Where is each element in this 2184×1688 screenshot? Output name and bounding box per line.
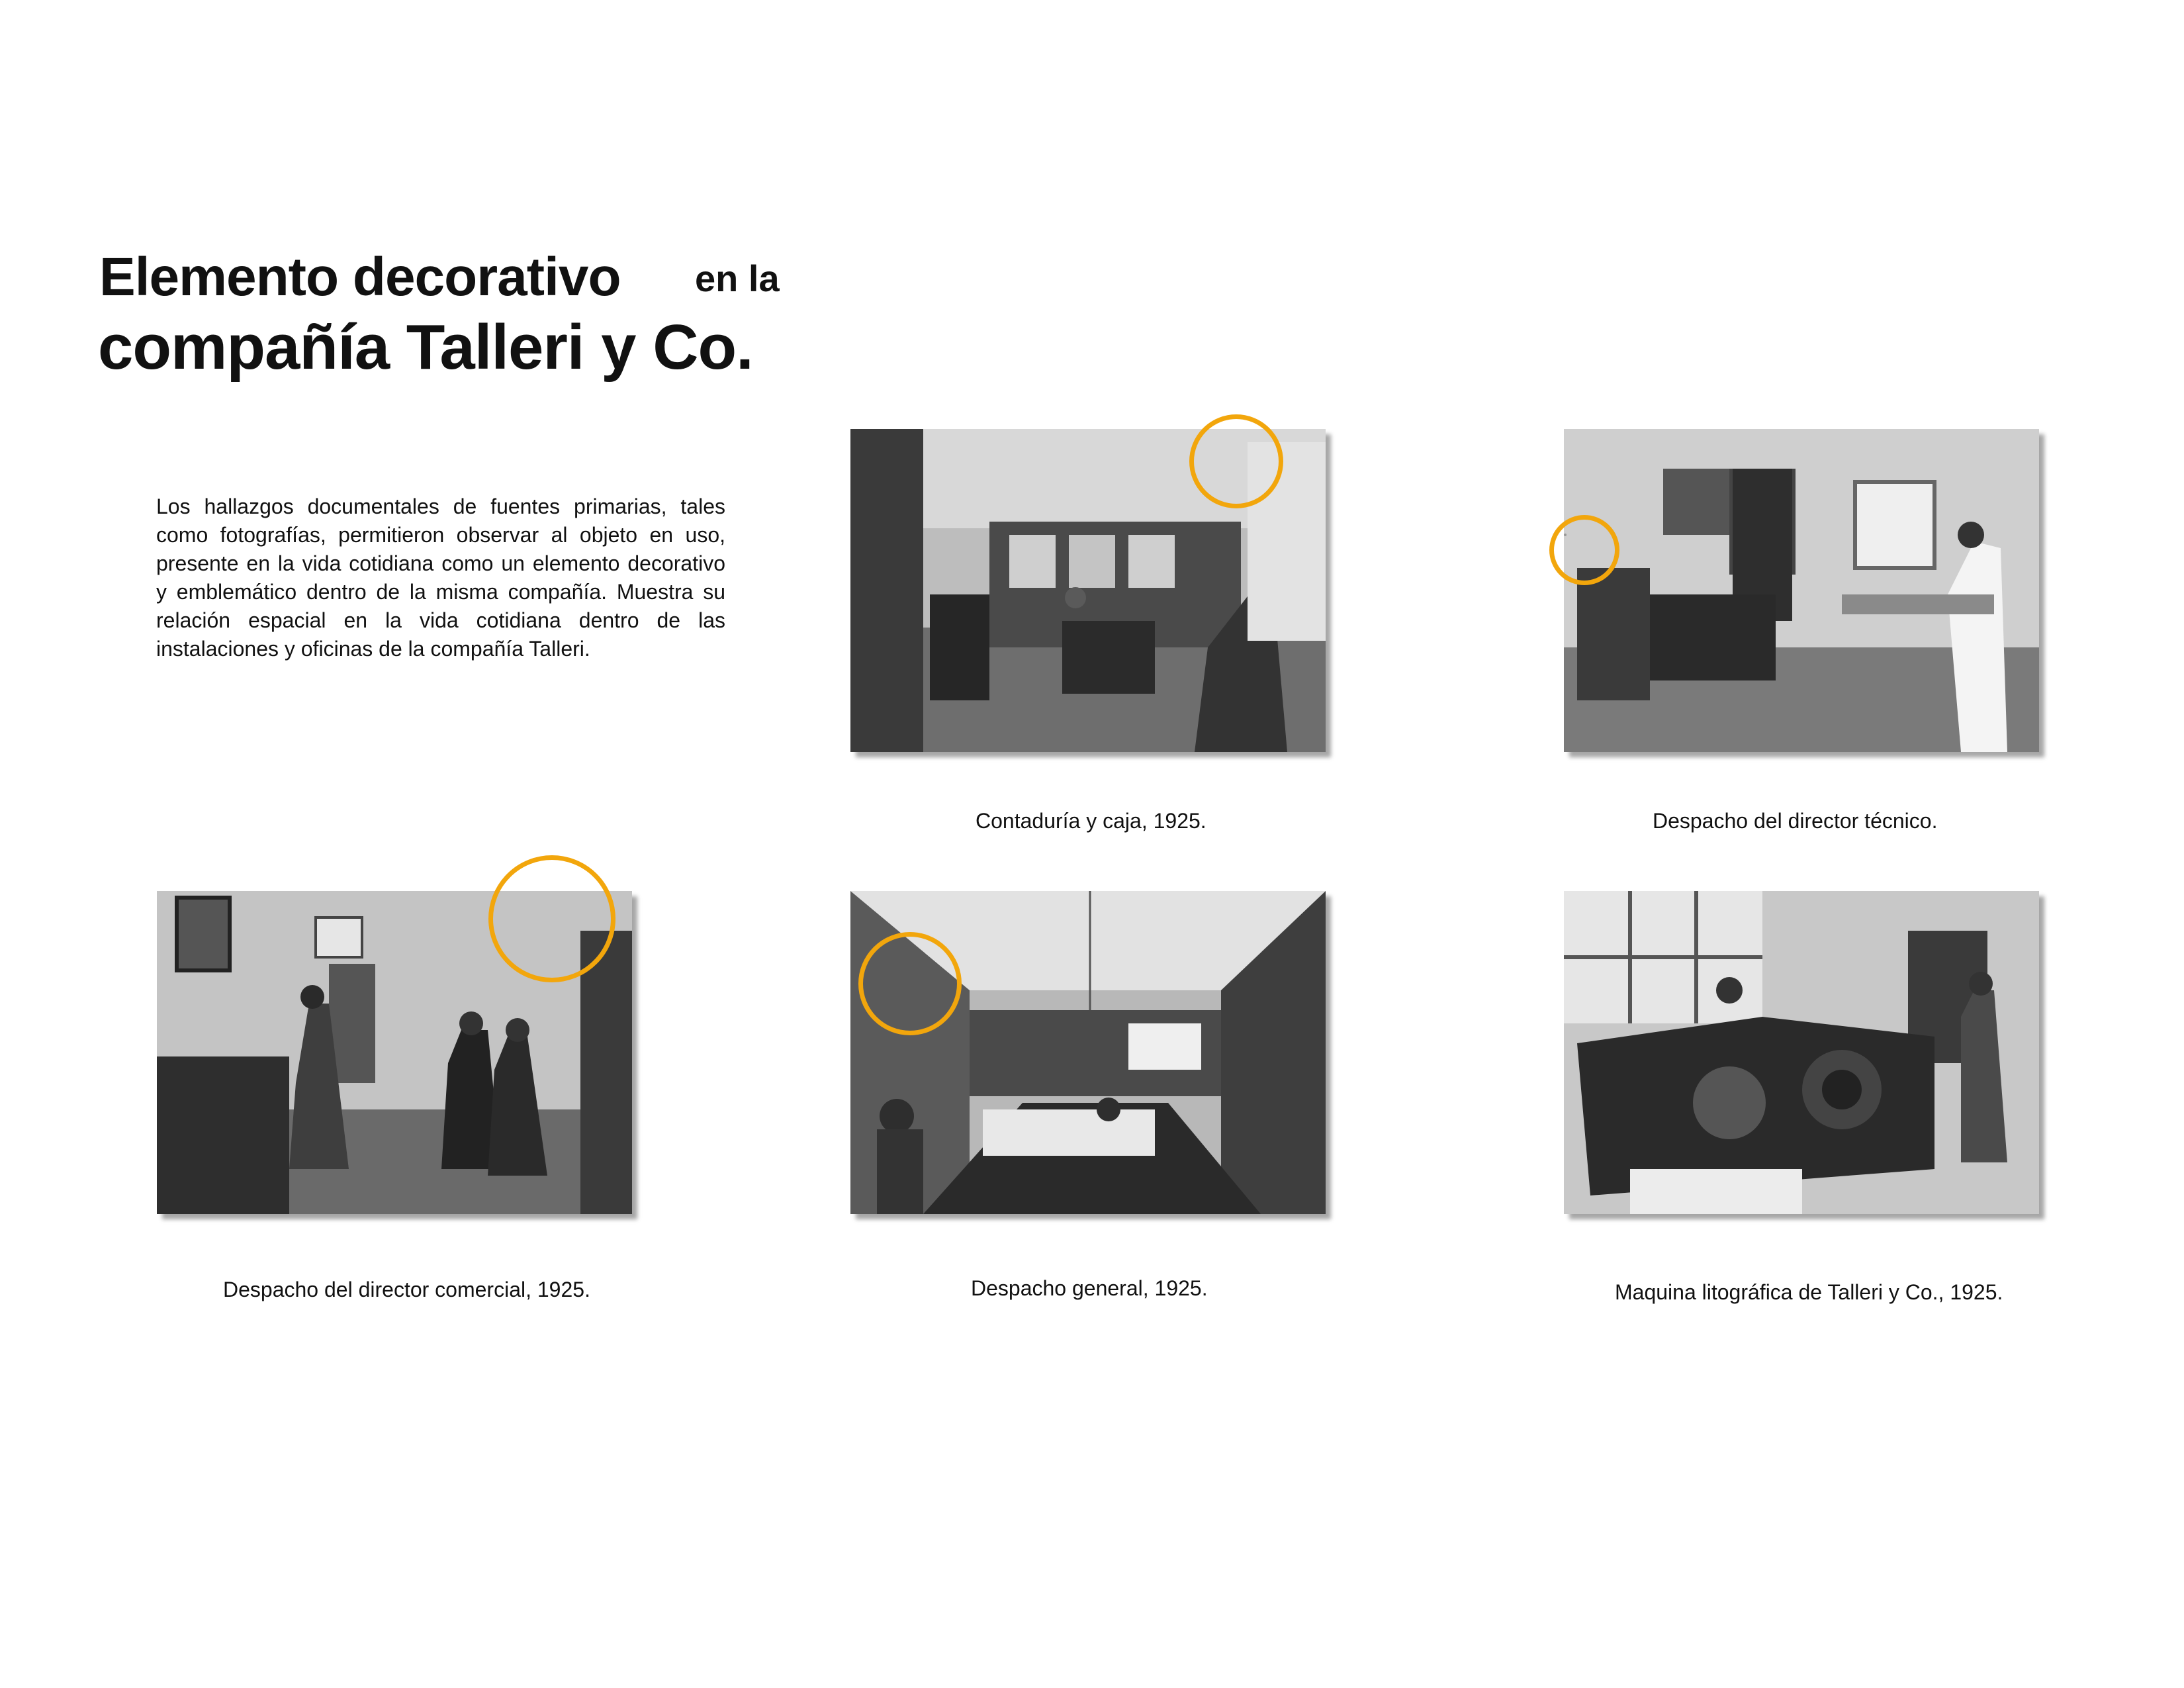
caption-maquina-litografica: Maquina litográfica de Talleri y Co., 1925. xyxy=(1615,1280,2003,1304)
title-line-1: Elemento decorativo xyxy=(99,247,621,307)
caption-contaduria: Contaduría y caja, 1925. xyxy=(976,809,1206,833)
highlight-ring xyxy=(858,932,962,1035)
intro-paragraph: Los hallazgos documentales de fuentes primarias, tales como fotografías, permitieron observar al objeto en uso, presente en la vida cotidiana como un elemento decorativo y emblemático dentro de la misma compañía. Muestra su relación espacial en la vida cotidiana dentro de las instalaciones y oficinas de la compañía Talleri. xyxy=(156,494,725,661)
photo-director-tecnico xyxy=(1564,429,2039,752)
title-line-2: compañía Talleri y Co. xyxy=(98,312,753,383)
highlight-ring xyxy=(488,855,615,982)
title-line-1-small: en la xyxy=(695,258,780,299)
caption-despacho-general: Despacho general, 1925. xyxy=(971,1276,1208,1300)
highlight-ring xyxy=(1549,515,1619,585)
photo-maquina-litografica xyxy=(1564,891,2039,1214)
highlight-ring xyxy=(1189,414,1283,508)
caption-director-tecnico: Despacho del director técnico. xyxy=(1653,809,1938,833)
caption-director-comercial: Despacho del director comercial, 1925. xyxy=(223,1278,590,1301)
